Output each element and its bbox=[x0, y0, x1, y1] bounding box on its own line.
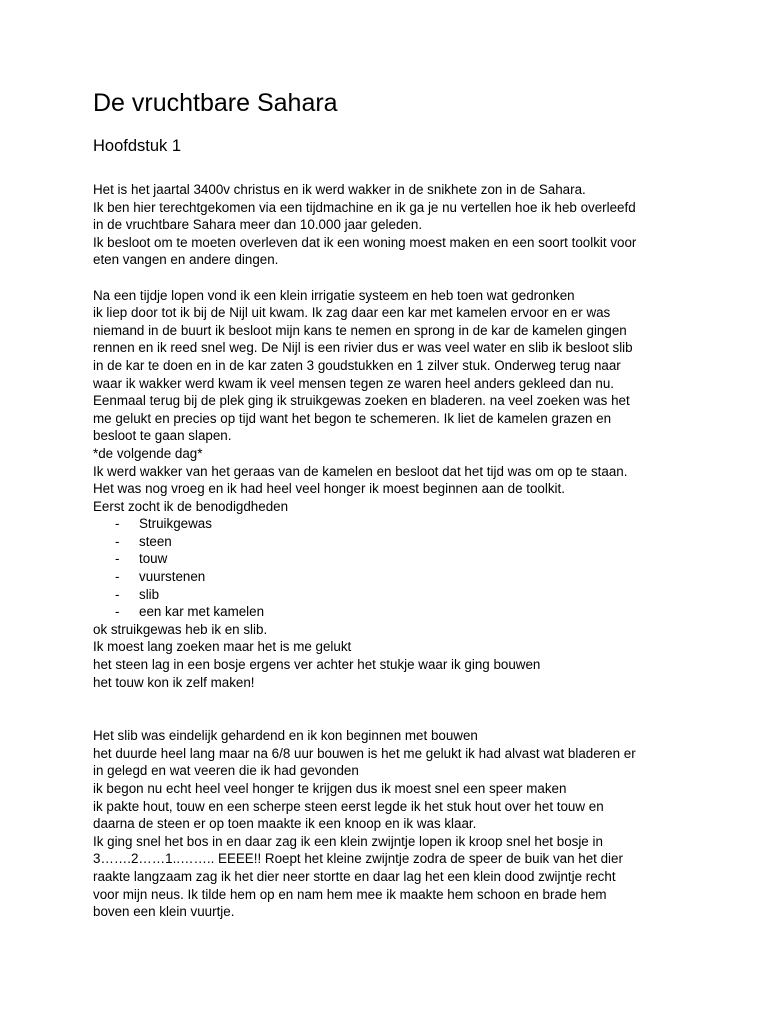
text-line: Het is het jaartal 3400v christus en ik werd wakker in de snikhete zon in de Sahara. bbox=[93, 182, 586, 197]
dash-bullet: - bbox=[115, 533, 120, 549]
dash-bullet: - bbox=[115, 569, 120, 585]
text-line: ik pakte hout, touw en een scherpe steen eerst legde ik het stuk hout over het touw en bbox=[93, 798, 604, 814]
text-line: het touw kon ik zelf maken! bbox=[93, 674, 255, 690]
text-line: Ik moest lang zoeken maar het is me gelukt bbox=[93, 639, 352, 655]
text-line: ok struikgewas heb ik en slib. bbox=[93, 621, 268, 637]
dash-bullet: - bbox=[115, 516, 120, 532]
text-line: waar ik wakker werd kwam ik veel mensen tegen ze waren heel anders gekleed dan nu. bbox=[93, 375, 615, 391]
list-item: - een kar met kamelen bbox=[115, 604, 265, 620]
dash-bullet: - bbox=[115, 586, 120, 602]
text-line: Ik besloot om te moeten overleven dat ik een woning moest maken en een soort toolkit voor bbox=[93, 234, 637, 250]
paragraph-journey bbox=[93, 287, 733, 516]
text-line: Het slib was eindelijk gehardend en ik kon beginnen met bouwen bbox=[93, 728, 478, 744]
supplies-list bbox=[93, 515, 733, 621]
text-line: rennen en ik reed snel weg. De Nijl is een rivier dus er was veel water en slib ik besloot slib bbox=[93, 340, 633, 356]
text-line: voor mijn neus. Ik tilde hem op en nam hem mee ik maakte hem schoon en brade hem bbox=[93, 886, 607, 902]
text-line: Eerst zocht ik de benodigdheden bbox=[93, 498, 289, 514]
text-line: 3…….2……1..…….. EEEE!! Roept het kleine zwijntje zodra de speer de buik van het dier bbox=[93, 851, 623, 867]
text-line: niemand in de buurt ik besloot mijn kans te nemen en sprong in de kar de kamelen gingen bbox=[93, 322, 627, 338]
text-line: in de kar te doen en in de kar zaten 3 goudstukken en 1 zilver stuk. Onderweg terug naar bbox=[93, 357, 621, 373]
document-title: De vruchtbare Sahara bbox=[93, 89, 338, 117]
list-item: - slib bbox=[115, 586, 160, 602]
text-line: ik begon nu echt heel veel honger te krijgen dus ik moest snel een speer maken bbox=[93, 781, 567, 796]
list-item: - vuurstenen bbox=[115, 569, 206, 585]
text-line: het duurde heel lang maar na 6/8 uur bouwen is het me gelukt ik had alvast wat bladeren er bbox=[93, 745, 636, 761]
text-line: *de volgende dag* bbox=[93, 445, 203, 461]
list-item: - steen bbox=[115, 533, 172, 549]
text-line: Ik ging snel het bos in en daar zag ik een klein zwijntje lopen ik kroop snel het bosje in bbox=[93, 833, 603, 849]
paragraph-supplies bbox=[93, 621, 733, 691]
paragraph-intro bbox=[93, 181, 733, 269]
text-line: Na een tijdje lopen vond ik een klein irrigatie systeem en heb toen wat gedronken bbox=[93, 287, 575, 303]
text-line: boven een klein vuurtje. bbox=[93, 904, 235, 920]
document-page bbox=[93, 86, 733, 921]
text-line: het steen lag in een bosje ergens ver achter het stukje waar ik ging bouwen bbox=[93, 657, 541, 673]
list-item: - Struikgewas bbox=[115, 516, 212, 532]
list-item: - touw bbox=[115, 551, 168, 567]
text-line: daarna de steen er op toen maakte ik een knoop en ik was klaar. bbox=[93, 816, 477, 832]
text-line: besloot te gaan slapen. bbox=[93, 428, 232, 444]
text-line: in de vruchtbare Sahara meer dan 10.000 jaar geleden. bbox=[93, 217, 423, 233]
text-line: ik liep door tot ik bij de Nijl uit kwam. Ik zag daar een kar met kamelen ervoor en er was bbox=[93, 305, 611, 321]
text-line: Ik ben hier terechtgekomen via een tijdmachine en ik ga je nu vertellen hoe ik heb overleefd bbox=[93, 199, 636, 215]
text-line: raakte langzaam zag ik het dier neer stortte en daar lag het een klein dood zwijntje recht bbox=[93, 868, 616, 884]
paragraph-building bbox=[93, 727, 733, 921]
dash-bullet: - bbox=[115, 604, 120, 620]
text-line: in gelegd en wat veeren die ik had gevonden bbox=[93, 763, 359, 779]
text-line: Ik werd wakker van het geraas van de kamelen en besloot dat het tijd was om op te staan. bbox=[93, 463, 628, 479]
dash-bullet: - bbox=[115, 551, 120, 567]
chapter-heading: Hoofdstuk 1 bbox=[93, 137, 182, 155]
text-line: Eenmaal terug bij de plek ging ik struikgewas zoeken en bladeren. na veel zoeken was het bbox=[93, 393, 630, 409]
text-line: eten vangen en andere dingen. bbox=[93, 252, 279, 268]
text-line: me gelukt en precies op tijd want het begon te schemeren. Ik liet de kamelen grazen en bbox=[93, 410, 612, 426]
text-line: Het was nog vroeg en ik had heel veel honger ik moest beginnen aan de toolkit. bbox=[93, 481, 565, 497]
